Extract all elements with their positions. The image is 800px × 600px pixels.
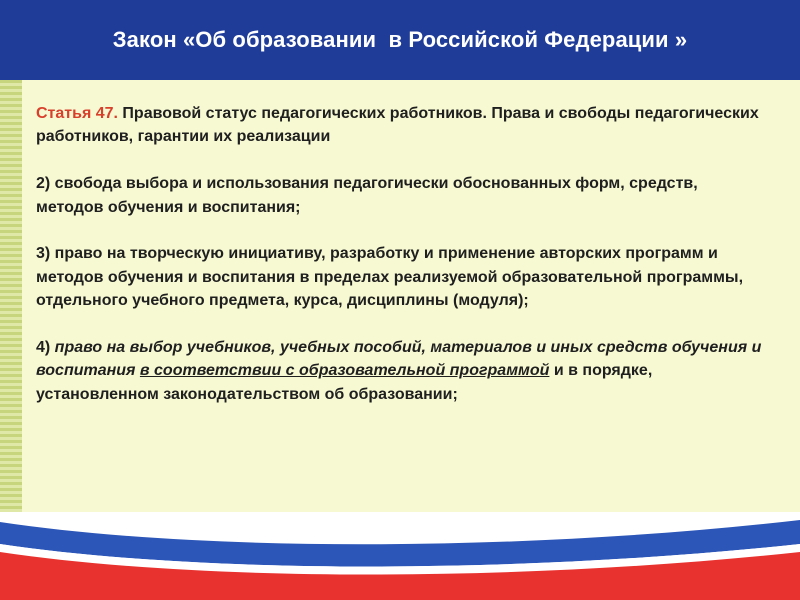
item-2: 2) свобода выбора и использования педагогически обоснованных форм, средств, методов обучения и воспитания; bbox=[36, 175, 698, 216]
article-title: Правовой статус педагогических работников. Права и свободы педагогических работников, гарантии их реализации bbox=[36, 105, 759, 146]
slide-title: Закон «Об образовании в Российской Федерации » bbox=[112, 27, 688, 52]
slide-header bbox=[0, 0, 800, 80]
decorative-flag-wave bbox=[0, 500, 800, 600]
slide-text bbox=[36, 102, 766, 406]
item-4-rest-text: и в порядке, установленном законодательством об образовании; bbox=[36, 362, 653, 403]
decorative-left-strip bbox=[0, 80, 22, 512]
article-label: Статья 47. bbox=[36, 105, 118, 122]
article-heading bbox=[36, 102, 766, 149]
item-4-underlined-text: в соответствии с образовательной программой bbox=[139, 362, 550, 380]
item-4 bbox=[36, 336, 766, 406]
item-3: 3) право на творческую инициативу, разработку и применение авторских программ и методов обучения и воспитания в пределах реализуемой образовательной программы, отдельного учебного предмета, курса, дисциплины (модуля); bbox=[36, 245, 744, 310]
item-4-number: 4) bbox=[36, 339, 55, 357]
item-4-italic-text: право на выбор учебников, учебных пособий, материалов и иных средств обучения и воспитания bbox=[36, 339, 762, 380]
